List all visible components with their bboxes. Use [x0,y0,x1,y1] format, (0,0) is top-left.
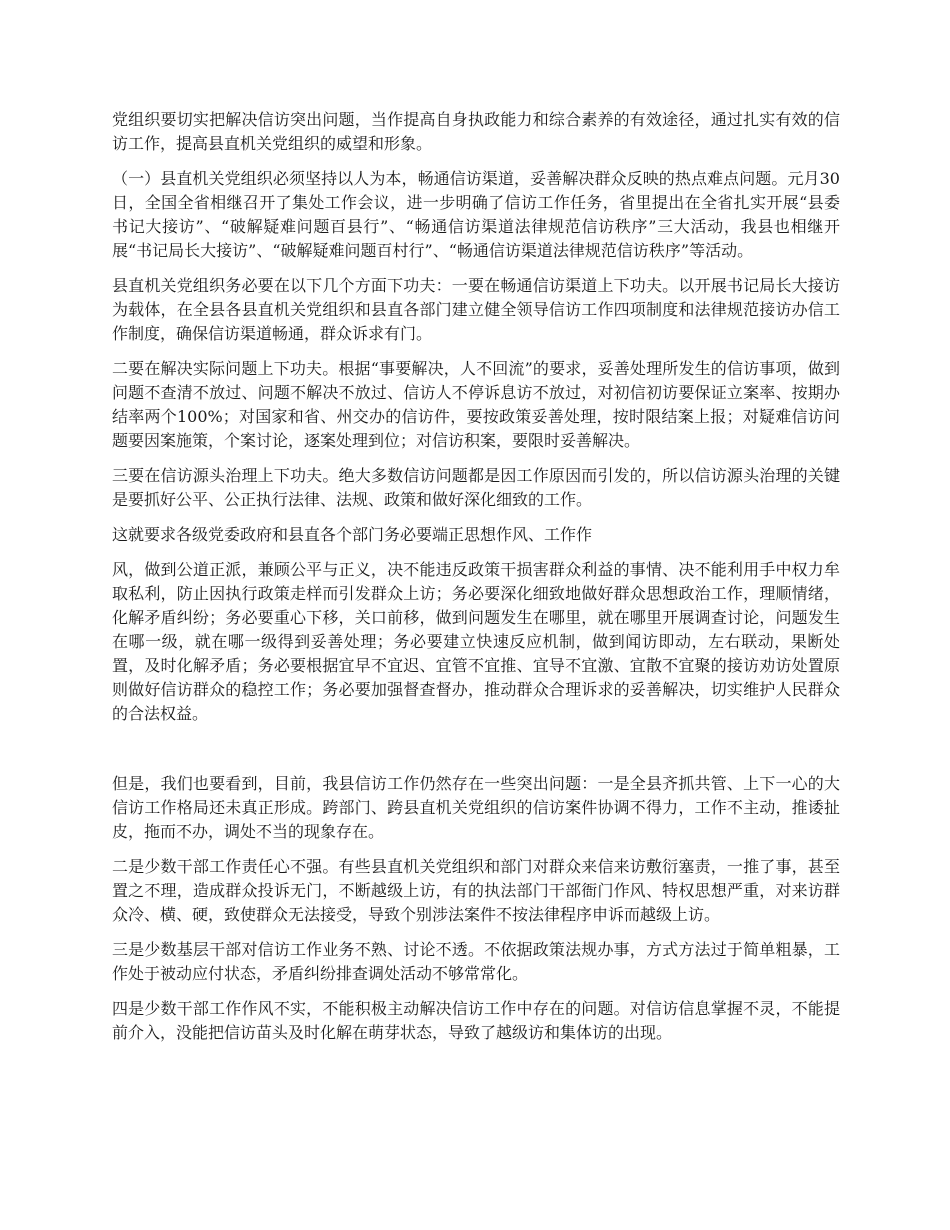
paragraph-problem-one: 但是，我们也要看到，目前，我县信访工作仍然存在一些突出问题：一是全县齐抓共管、上下一心的大信访工作格局还未真正形成。跨部门、跨县直机关党组织的信访案件协调不得力，工作不主动，推诿扯皮，拖而不办，调处不当的现象存在。 [112,774,840,841]
paragraph-intro: 党组织要切实把解决信访突出问题，当作提高自身执政能力和综合素养的有效途径，通过扎实有效的信访工作，提高县直机关党组织的威望和形象。 [112,110,840,153]
paragraph-problem-two: 二是少数干部工作责任心不强。有些县直机关党组织和部门对群众来信来访敷衍塞责，一推了事，甚至置之不理，造成群众投诉无门，不断越级上访，有的执法部门干部衙门作风、特权思想严重，对来访群众冷、横、硬，致使群众无法接受，导致个别涉法案件不按法律程序申诉而越级上访。 [112,857,840,924]
paragraph-problem-four: 四是少数干部工作作风不实，不能积极主动解决信访工作中存在的问题。对信访信息掌握不灵，不能提前介入，没能把信访苗头及时化解在萌芽状态，导致了越级访和集体访的出现。 [112,999,840,1042]
document-body [112,108,840,1056]
paragraph-measure-one: 县直机关党组织务必要在以下几个方面下功夫：一要在畅通信访渠道上下功夫。以开展书记局长大接访为载体，在全县各县直机关党组织和县直各部门建立健全领导信访工作四项制度和法律规范接访办信工作制度，确保信访渠道畅通，群众诉求有门。 [112,276,840,343]
paragraph-measure-three: 三要在信访源头治理上下功夫。绝大多数信访问题都是因工作原因而引发的，所以信访源头治理的关键是要抓好公平、公正执行法律、法规、政策和做好深化细致的工作。 [112,466,840,509]
paragraph-problem-three: 三是少数基层干部对信访工作业务不熟、讨论不透。不依据政策法规办事，方式方法过于简单粗暴，工作处于被动应付状态，矛盾纠纷排查调处活动不够常常化。 [112,940,840,983]
paragraph-requirement: 这就要求各级党委政府和县直各个部门务必要端正思想作风、工作作 [112,525,593,544]
paragraph-requirement-continued: 风，做到公道正派，兼顾公平与正义，决不能违反政策干损害群众利益的事情、决不能利用手中权力牟取私利，防止因执行政策走样而引发群众上访；务必要深化细致地做好群众思想政治工作，理顺情绪，化解矛盾纠纷；务必要重心下移，关口前移，做到问题发生在哪里，就在哪里开展调查讨论，问题发生在哪一级，就在哪一级得到妥善处理；务必要建立快速反应机制，做到闻访即动，左右联动，果断处置，及时化解矛盾；务必要根据宜早不宜迟、宜管不宜推、宜导不宜激、宜散不宜聚的接访劝访处置原则做好信访群众的稳控工作；务必要加强督查督办，推动群众合理诉求的妥善解决，切实维护人民群众的合法权益。 [112,560,840,723]
paragraph-section-one: （一）县直机关党组织必须坚持以人为本，畅通信访渠道，妥善解决群众反映的热点难点问题。元月30日，全国全省相继召开了集处工作会议，进一步明确了信访工作任务，省里提出在全省扎实开展“县委书记大接访”、“破解疑难问题百县行”、“畅通信访渠道法律规范信访秩序”三大活动，我县也相继开展“书记局长大接访”、“破解疑难问题百村行”、“畅通信访渠道法律规范信访秩序”等活动。 [112,169,840,260]
paragraph-measure-two: 二要在解决实际问题上下功夫。根据“事要解决，人不回流”的要求，妥善处理所发生的信访事项，做到问题不查清不放过、问题不解决不放过、信访人不停诉息访不放过，对初信初访要保证立案率、按期办结率两个100%；对国家和省、州交办的信访件，要按政策妥善处理，按时限结案上报；对疑难信访问题要因案施策，个案讨论，逐案处理到位；对信访积案，要限时妥善解决。 [112,359,840,450]
